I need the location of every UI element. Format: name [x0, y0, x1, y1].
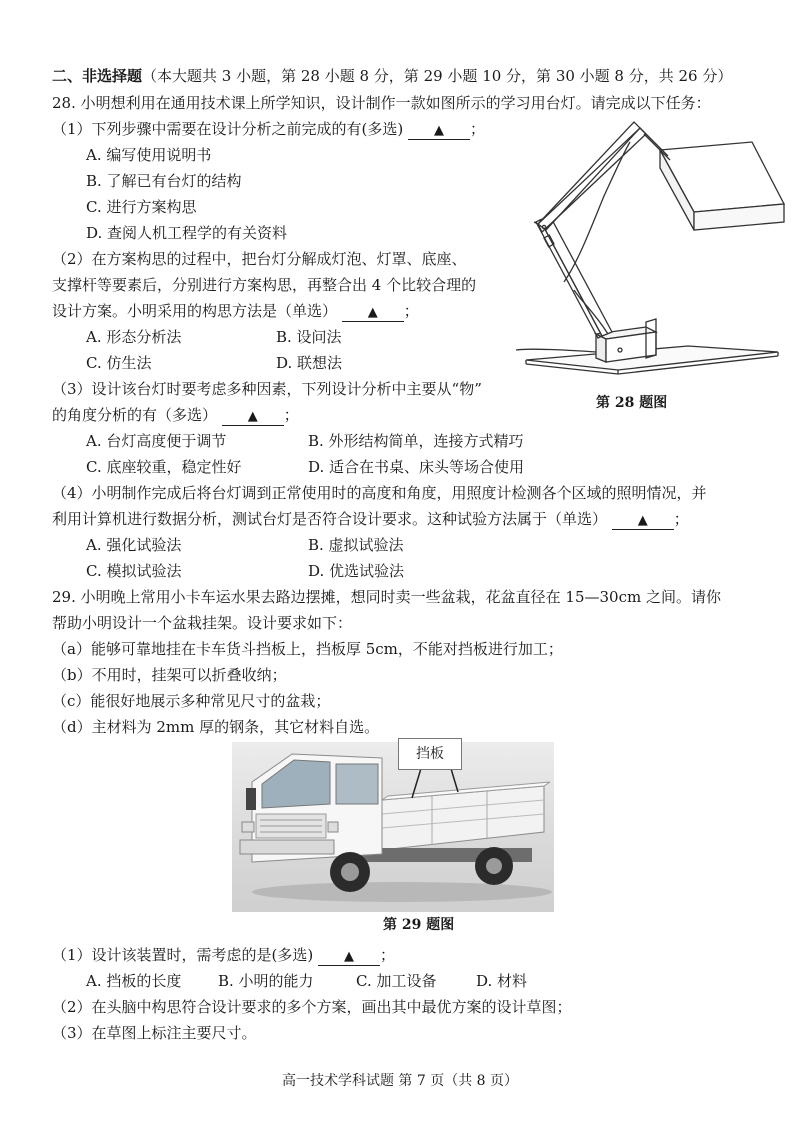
q29-part3: （3）在草图上标注主要尺寸。 — [52, 1024, 257, 1042]
q28-p2-option-b: B. 设问法 — [276, 328, 342, 346]
q29-req-c: （c）能很好地展示多种常见尺寸的盆栽； — [52, 692, 331, 710]
q28-part2-text: 设计方案。小明采用的构思方法是（单选） — [52, 302, 338, 320]
triangle-mark: ▲ — [367, 305, 378, 320]
triangle-mark: ▲ — [434, 123, 445, 138]
answer-blank[interactable] — [612, 513, 674, 530]
q28-stem: 28. 小明想利用在通用技术课上所学知识，设计制作一款如图所示的学习用台灯。请完成以下任务： — [52, 94, 711, 112]
q28-p1-option-c: C. 进行方案构思 — [86, 198, 197, 216]
q28-figure-caption: 第 28 题图 — [596, 395, 668, 411]
q29-part1-text: （1）设计该装置时，需考虑的是(多选) — [52, 946, 314, 964]
q28-part2-line1: （2）在方案构思的过程中，把台灯分解成灯泡、灯罩、底座、 — [52, 250, 467, 268]
q28-part2-line2: 支撑杆等要素后，分别进行方案构思，再整合出 4 个比较合理的 — [52, 276, 477, 294]
section-header — [52, 65, 732, 87]
q29-req-d: （d）主材料为 2mm 厚的钢条，其它材料自选。 — [52, 718, 380, 736]
q29-p1-option-d: D. 材料 — [476, 972, 528, 990]
q28-p1-option-b: B. 了解已有台灯的结构 — [86, 172, 242, 190]
truck-illustration — [232, 742, 554, 912]
punct: ； — [403, 302, 419, 320]
baffle-callout-label: 挡板 — [398, 738, 462, 770]
desk-lamp-figure — [508, 112, 788, 394]
q29-p1-option-a: A. 挡板的长度 — [86, 972, 182, 990]
q29-req-b: （b）不用时，挂架可以折叠收纳； — [52, 666, 287, 684]
q28-p4-option-c: C. 模拟试验法 — [86, 562, 182, 580]
truck-photo — [232, 742, 554, 912]
q28-part2-line3 — [52, 300, 419, 322]
answer-blank[interactable] — [318, 949, 380, 966]
q29-stem-line1: 29. 小明晚上常用小卡车运水果去路边摆摊，想同时卖一些盆栽，花盆直径在 15—30cm 之间。请你 — [52, 588, 721, 606]
q29-figure-caption: 第 29 题图 — [383, 917, 455, 933]
q28-part3-text: 的角度分析的有（多选） — [52, 406, 218, 424]
q28-p3-option-b: B. 外形结构简单，连接方式精巧 — [308, 432, 524, 450]
q28-p4-option-d: D. 优选试验法 — [308, 562, 405, 580]
q28-p1-option-a: A. 编写使用说明书 — [86, 146, 212, 164]
q28-p3-option-d: D. 适合在书桌、床头等场合使用 — [308, 458, 525, 476]
q29-req-a: （a）能够可靠地挂在卡车货斗挡板上，挡板厚 5cm，不能对挡板进行加工； — [52, 640, 563, 658]
answer-blank[interactable] — [222, 409, 284, 426]
punct: ； — [283, 406, 299, 424]
q28-p4-option-b: B. 虚拟试验法 — [308, 536, 404, 554]
q29-part2: （2）在头脑中构思符合设计要求的多个方案，画出其中最优方案的设计草图； — [52, 998, 572, 1016]
punct: ； — [380, 946, 396, 964]
section-note: （本大题共 3 小题，第 28 小题 8 分，第 29 小题 10 分，第 30 小题 8 分，共 26 分） — [142, 67, 733, 85]
q28-p1-option-d: D. 查阅人机工程学的有关资料 — [86, 224, 288, 242]
page-footer: 高一技术学科试题 第 7 页（共 8 页） — [281, 1073, 519, 1089]
punct: ； — [470, 120, 486, 138]
q29-p1-option-c: C. 加工设备 — [356, 972, 437, 990]
triangle-mark: ▲ — [637, 513, 648, 528]
answer-blank[interactable] — [342, 305, 404, 322]
triangle-mark: ▲ — [247, 409, 258, 424]
q29-part1 — [52, 944, 395, 966]
q28-p3-option-a: A. 台灯高度便于调节 — [86, 432, 227, 450]
q29-stem-line2: 帮助小明设计一个盆栽挂架。设计要求如下： — [52, 614, 353, 632]
punct: ； — [673, 510, 689, 528]
q28-p4-option-a: A. 强化试验法 — [86, 536, 182, 554]
answer-blank[interactable] — [408, 123, 470, 140]
q28-part1 — [52, 118, 485, 140]
q28-p3-option-c: C. 底座较重，稳定性好 — [86, 458, 242, 476]
q28-part3-line2 — [52, 404, 299, 426]
q28-p2-option-d: D. 联想法 — [276, 354, 343, 372]
q28-part4-text: 利用计算机进行数据分析，测试台灯是否符合设计要求。这种试验方法属于（单选） — [52, 510, 608, 528]
section-title: 二、非选择题 — [52, 67, 143, 85]
q28-p2-option-a: A. 形态分析法 — [86, 328, 182, 346]
q29-p1-option-b: B. 小明的能力 — [218, 972, 314, 990]
q28-part3-line1: （3）设计该台灯时要考虑多种因素，下列设计分析中主要从“物” — [52, 380, 482, 398]
q28-p2-option-c: C. 仿生法 — [86, 354, 152, 372]
q28-part4-line2 — [52, 508, 689, 530]
triangle-mark: ▲ — [344, 949, 355, 964]
q28-part1-text: （1）下列步骤中需要在设计分析之前完成的有(多选) — [52, 120, 404, 138]
q28-part4-line1: （4）小明制作完成后将台灯调到正常使用时的高度和角度，用照度计检测各个区域的照明情况，并 — [52, 484, 707, 502]
